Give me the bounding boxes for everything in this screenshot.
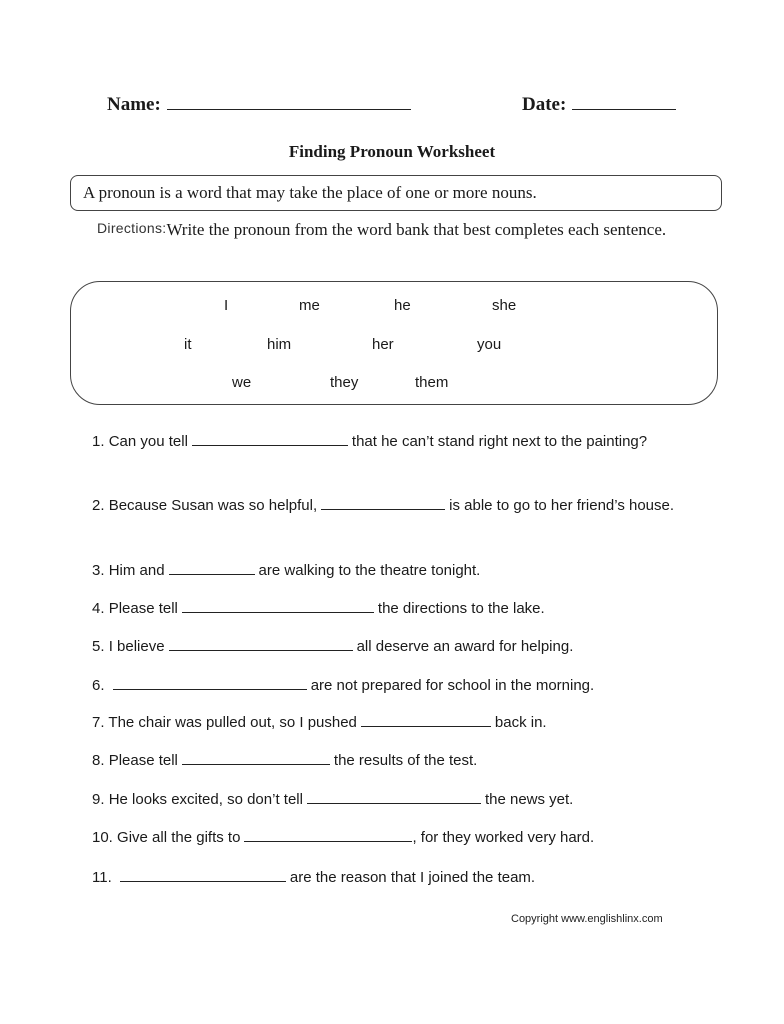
question-text-after: the directions to the lake. [377, 600, 545, 617]
question-number: 8. [92, 752, 105, 769]
question-7 [92, 710, 692, 735]
question-text-after: are walking to the theatre tonight. [258, 562, 481, 579]
word-bank-item: him [267, 336, 292, 353]
answer-blank[interactable] [321, 497, 445, 510]
question-number: 1. [92, 433, 105, 450]
answer-blank[interactable] [307, 791, 481, 804]
answer-blank[interactable] [120, 869, 286, 882]
question-number: 5. [92, 638, 105, 655]
question-number: 6. [92, 677, 105, 694]
question-number: 10. [92, 829, 113, 846]
word-bank-item: them [415, 374, 449, 391]
word-bank-item: she [492, 297, 517, 314]
word-bank [70, 281, 718, 405]
question-10 [92, 825, 692, 850]
date-blank[interactable] [572, 91, 676, 110]
date-field [522, 91, 676, 116]
question-text-before: Because Susan was so helpful, [108, 497, 318, 514]
answer-blank[interactable] [113, 677, 307, 690]
date-label: Date: [522, 94, 567, 115]
word-bank-item: we [232, 374, 252, 391]
word-bank-item: me [299, 297, 320, 314]
name-field [107, 91, 411, 116]
answer-blank[interactable] [169, 638, 353, 651]
question-text-after: is able to go to her friend’s house. [449, 497, 675, 514]
question-text-after: the news yet. [484, 791, 574, 808]
question-5 [92, 634, 692, 659]
question-9 [92, 787, 692, 812]
question-number: 2. [92, 497, 105, 514]
question-text-before: Him and [108, 562, 165, 579]
question-text-after: back in. [494, 714, 547, 731]
word-bank-item: I [224, 297, 229, 314]
question-text-after: all deserve an award for helping. [356, 638, 574, 655]
question-text-before: Please tell [108, 600, 178, 617]
answer-blank[interactable] [169, 562, 255, 575]
question-text-after: are the reason that I joined the team. [289, 869, 536, 886]
word-bank-item: he [394, 297, 411, 314]
question-number: 4. [92, 600, 105, 617]
worksheet-title: Finding Pronoun Worksheet [288, 142, 496, 161]
question-text-before: The chair was pulled out, so I pushed [108, 714, 357, 731]
question-number: 7. [92, 714, 105, 731]
directions [82, 218, 682, 242]
question-3 [92, 558, 692, 583]
question-text-before: I believe [108, 638, 165, 655]
question-text-before: Please tell [108, 752, 178, 769]
definition-text: A pronoun is a word that may take the place of one or more nouns. [83, 183, 537, 202]
word-bank-item: you [477, 336, 502, 353]
question-text-after: , for they worked very hard. [412, 829, 595, 846]
question-text-after: the results of the test. [333, 752, 478, 769]
directions-text: Write the pronoun from the word bank that best completes each sentence. [166, 220, 667, 239]
definition-box [70, 175, 722, 211]
question-6 [92, 673, 692, 698]
answer-blank[interactable] [361, 714, 491, 727]
directions-label: Directions: [97, 220, 167, 236]
question-text-after: are not prepared for school in the morning. [310, 677, 595, 694]
question-text-before: Give all the gifts to [117, 829, 241, 846]
word-bank-item: it [184, 336, 192, 353]
question-text-after: that he can’t stand right next to the painting? [351, 433, 648, 450]
question-2 [92, 493, 692, 518]
answer-blank[interactable] [244, 829, 412, 842]
word-bank-item: they [330, 374, 359, 391]
question-8 [92, 748, 692, 773]
name-label: Name: [107, 94, 161, 115]
question-4 [92, 596, 692, 621]
name-blank[interactable] [167, 91, 411, 110]
answer-blank[interactable] [182, 752, 330, 765]
question-11 [92, 865, 692, 890]
question-text-before: Can you tell [108, 433, 188, 450]
word-bank-item: her [372, 336, 394, 353]
question-number: 3. [92, 562, 105, 579]
question-number: 11. [92, 869, 112, 886]
copyright-text: Copyright www.englishlinx.com [511, 913, 663, 925]
answer-blank[interactable] [192, 433, 348, 446]
answer-blank[interactable] [182, 600, 374, 613]
question-text-before: He looks excited, so don’t tell [108, 791, 303, 808]
question-number: 9. [92, 791, 105, 808]
question-1 [92, 429, 692, 454]
